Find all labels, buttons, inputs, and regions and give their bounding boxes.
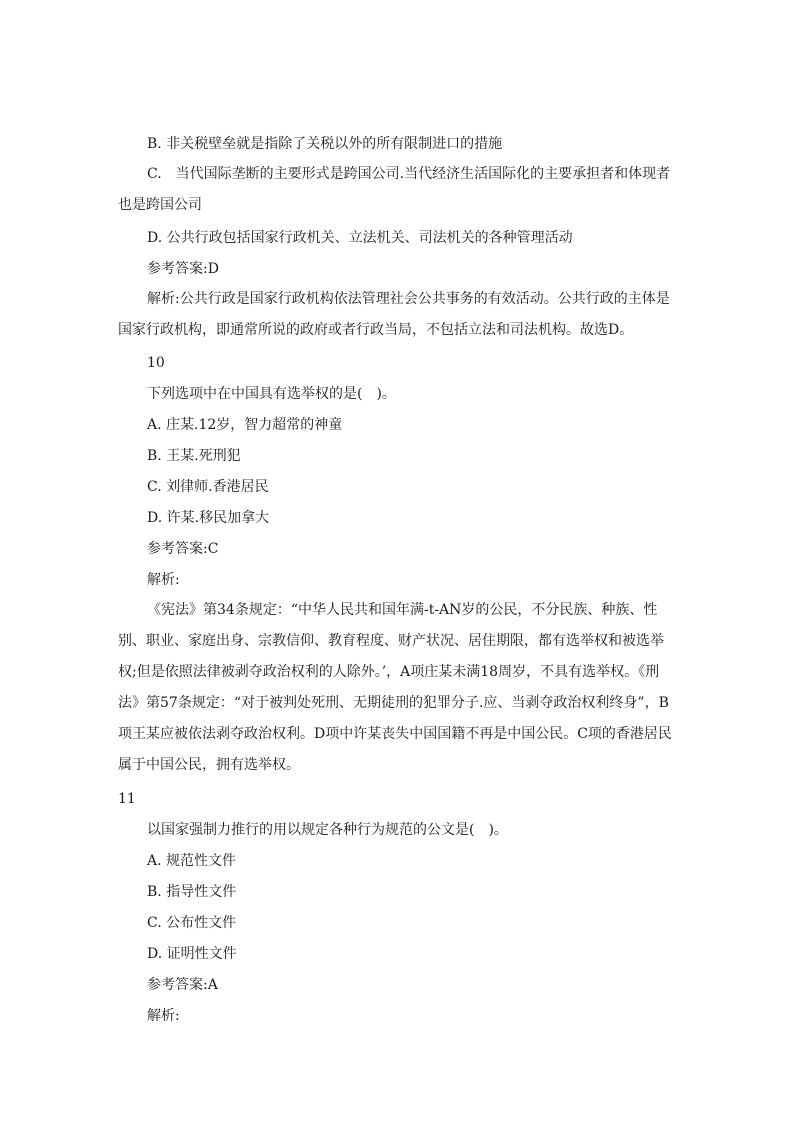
q11-option-d: D. 证明性文件 <box>147 946 237 962</box>
q11-option-c: C. 公布性文件 <box>147 915 237 931</box>
q9-answer: 参考答案:D <box>147 261 219 277</box>
q11-answer: 参考答案:A <box>147 977 218 993</box>
q11-stem: 以国家强制力推行的用以规定各种行为规范的公文是( )。 <box>147 822 508 838</box>
q10-analysis-label: 解析: <box>147 572 180 588</box>
q11-option-b: B. 指导性文件 <box>147 884 237 900</box>
q11-analysis-label: 解析: <box>147 1008 180 1024</box>
q9-analysis: 解析:公共行政是国家行政机构依法管理社会公共事务的有效活动。公共行政的主体是国家行政机构，即通常所说的政府或者行政当局，不包括立法和司法机构。故选D。 <box>118 291 670 338</box>
q10-answer: 参考答案:C <box>147 541 219 557</box>
q10-number: 10 <box>147 355 165 371</box>
q11-number: 11 <box>118 791 136 807</box>
q10-stem: 下列选项中在中国具有选举权的是( )。 <box>147 386 396 402</box>
q10-option-a: A. 庄某.12岁，智力超常的神童 <box>147 417 343 433</box>
q9-option-b: B. 非关税壁垒就是指除了关税以外的所有限制进口的措施 <box>147 136 503 152</box>
q11-option-a: A. 规范性文件 <box>147 853 237 869</box>
q10-option-b: B. 王某.死刑犯 <box>147 448 241 464</box>
q10-option-c: C. 刘律师.香港居民 <box>147 479 269 495</box>
q10-option-d: D. 许某.移民加拿大 <box>147 510 270 526</box>
q9-option-d: D. 公共行政包括国家行政机关、立法机关、司法机关的各种管理活动 <box>147 230 573 246</box>
q10-analysis-body: 《宪法》第34条规定：“中华人民共和国年满-t-AN岁的公民，不分民族、种族、性别、职业、家庭出身、宗教信仰、教育程度、财产状况、居住期限，都有选举权和被选举权;但是依照法律被剥夺政治权利的人除外。’，A项庄某未满18周岁，不具有选举权。《刑法》第57条规定：“对于被判处死刑、无期徒刑的犯罪分子.应、当剥夺政治权利终身”，B项王某应被依法剥夺政治权利。D项中许某丧失中国国籍不再是中国公民。C项的香港居民属于中国公民，拥有选举权。 <box>118 602 672 773</box>
q9-option-c: C. 当代国际垄断的主要形式是跨国公司.当代经济生活国际化的主要承担者和体现者也是跨国公司 <box>118 166 671 213</box>
